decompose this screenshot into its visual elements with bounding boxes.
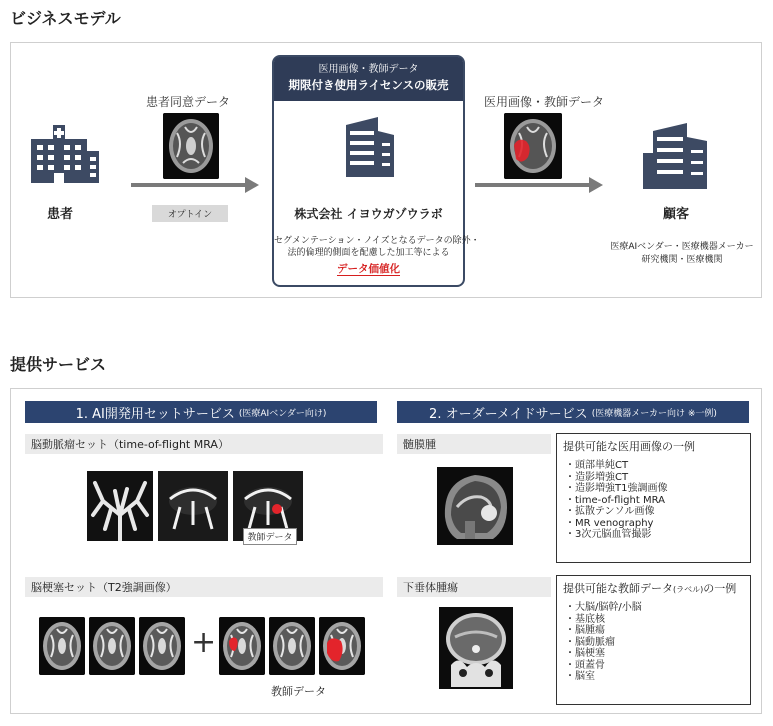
brain-mri-thumbnail	[163, 113, 219, 179]
arrow-right-icon	[131, 177, 261, 193]
available-images-title: 提供可能な医用画像の一例	[563, 440, 695, 453]
arrow-right-icon	[475, 177, 605, 193]
available-labels-list	[556, 575, 751, 705]
available-labels-title: 提供可能な教師データ(ラベル)の一例	[563, 582, 737, 595]
list-item: ・ 造影増強CT	[565, 472, 750, 484]
list-item: ・ 脳室	[565, 671, 750, 683]
patient-label: 患者	[47, 207, 74, 222]
list-item: ・ 大脳/脳幹/小脳	[565, 602, 750, 614]
office-building-icon	[344, 117, 396, 177]
service1-header: 1. AI開発用セットサービス (医療AIベンダー向け)	[25, 401, 377, 423]
data-valorization-label: データ価値化	[337, 263, 400, 275]
list-item: ・ MR venography	[565, 518, 750, 530]
services-panel	[10, 388, 762, 714]
company-name: 株式会社 イヨウガゾウラボ	[294, 207, 443, 221]
license-subheading: 医用画像・教師データ	[318, 64, 419, 75]
process-description-1: セグメンテーション・ノイズとなるデータの除外・	[274, 236, 480, 246]
t2-mri-image	[89, 617, 135, 675]
available-labels-items	[557, 602, 750, 683]
teacher-data-label: 教師データ	[271, 685, 326, 698]
business-model-title: ビジネスモデル	[10, 9, 121, 28]
service2-header: 2. オーダーメイドサービス (医療機器メーカー向け ※一例)	[397, 401, 749, 423]
pituitary-ct-image	[439, 607, 513, 689]
list-item: ・ 造影増強T1強調画像	[565, 483, 750, 495]
license-heading: 期限付き使用ライセンスの販売	[288, 78, 449, 92]
opt-in-badge: オプトイン	[152, 205, 228, 222]
plus-sign: +	[191, 625, 217, 660]
t2-mri-image	[39, 617, 85, 675]
labeled-brain-mri-thumbnail	[504, 113, 562, 179]
infarction-set-title: 脳梗塞セット（T2強調画像）	[25, 577, 383, 597]
t2-mri-image	[139, 617, 185, 675]
list-item: ・ 脳動脈瘤	[565, 637, 750, 649]
teacher-data-tag: 教師データ	[243, 528, 297, 545]
pituitary-tumor-title: 下垂体腫瘍	[397, 577, 551, 597]
aneurysm-set-title: 脳動脈瘤セット（time-of-flight MRA）	[25, 434, 383, 454]
customer-description-1: 医療AIベンダー・医療機器メーカー	[610, 242, 754, 252]
list-item: ・ 頭蓋骨	[565, 660, 750, 672]
list-item: ・ time-of-flight MRA	[565, 495, 750, 507]
t2-labeled-image	[319, 617, 365, 675]
process-description-2: 法的倫理的側面を配慮した加工等による	[287, 248, 450, 258]
available-images-list	[556, 433, 751, 563]
list-item: ・ 基底核	[565, 614, 750, 626]
list-item: ・ 頭部単純CT	[565, 460, 750, 472]
license-sales-box	[272, 55, 480, 287]
customer-building-icon	[643, 123, 715, 189]
t2-mri-image	[269, 617, 315, 675]
mra-3d-image	[87, 471, 153, 541]
customer-label: 顧客	[663, 207, 690, 222]
list-item: ・ 拡散テンソル画像	[565, 506, 750, 518]
list-item: ・ 3次元脳血管撮影	[565, 529, 750, 541]
meningioma-mri-image	[437, 467, 513, 545]
t2-labeled-image	[219, 617, 265, 675]
customer-description-2: 研究機関・医療機関	[641, 255, 723, 265]
list-item: ・ 脳梗塞	[565, 648, 750, 660]
meningioma-title: 髄膜腫	[397, 434, 551, 454]
output-data-label: 医用画像・教師データ	[484, 95, 605, 109]
available-images-items	[557, 460, 750, 541]
services-title: 提供サービス	[10, 355, 107, 374]
business-model-panel	[10, 42, 762, 298]
license-sales-header	[274, 57, 463, 101]
consent-data-label: 患者同意データ	[146, 95, 231, 109]
list-item: ・ 脳腫瘍	[565, 625, 750, 637]
hospital-icon	[27, 125, 103, 187]
mra-axial-image	[158, 471, 228, 541]
